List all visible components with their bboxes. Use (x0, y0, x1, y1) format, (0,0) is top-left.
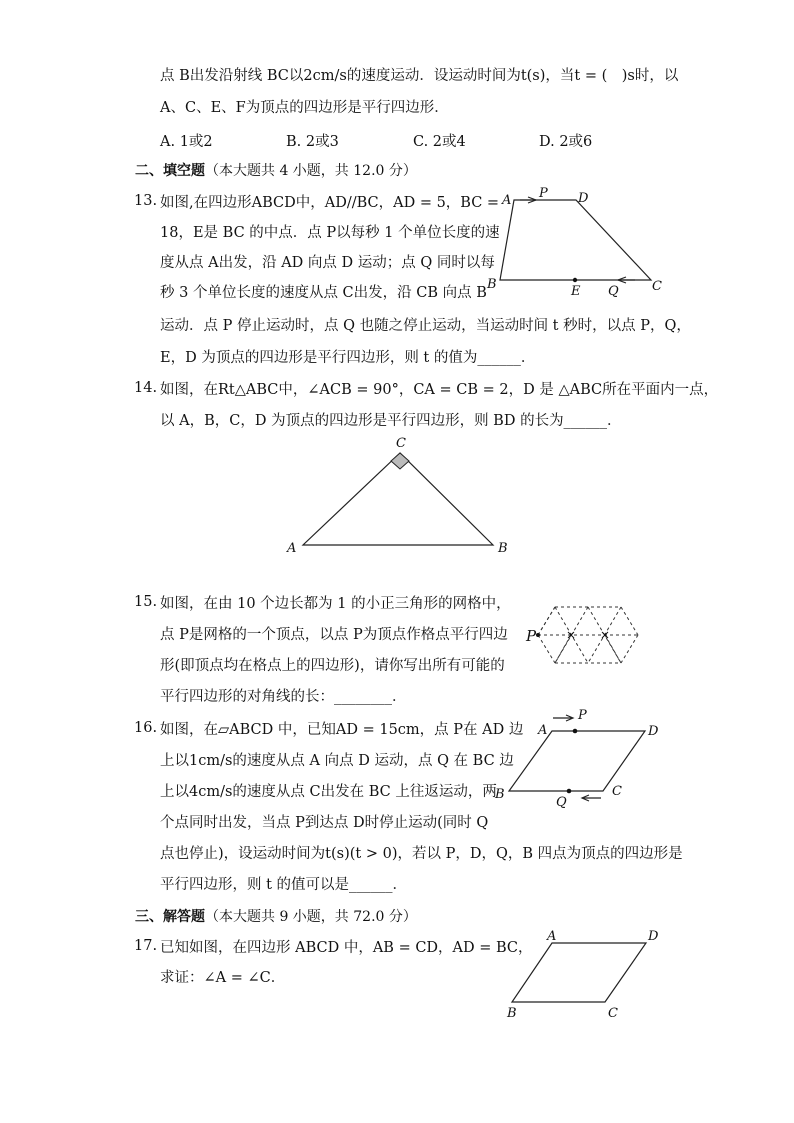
q17-label-d: D (648, 929, 659, 944)
q17-label-b: B (507, 1006, 517, 1021)
q14-line-1: 如图，在Rt△ABC中，∠ACB = 90°，CA = CB = 2，D 是 △ABC所在平面内一点， (160, 382, 719, 398)
q13-line-6: E，D 为顶点的四边形是平行四边形，则 t 的值为______． (160, 350, 536, 366)
q14-label-b: B (498, 541, 508, 556)
q13-number: 13. (134, 193, 158, 209)
q13-line-5: 运动．点 P 停止运动时，点 Q 也随之停止运动，当运动时间 t 秒时，以点 P，Q， (160, 318, 691, 334)
q16-line-2: 上以1cm/s的速度从点 A 向点 D 运动，点 Q 在 BC 边 (160, 753, 514, 769)
q13-label-q: Q (608, 284, 619, 299)
q17-label-c: C (608, 1006, 618, 1021)
q16-label-d: D (648, 724, 659, 739)
q16-label-b: B (495, 787, 505, 802)
q13-line-4: 秒 3 个单位长度的速度从点 C出发，沿 CB 向点 B (160, 285, 487, 301)
q16-line-1: 如图，在▱ABCD 中，已知AD = 15cm，点 P在 AD 边 (160, 722, 524, 738)
section-3-note: （本大题共 9 小题，共 72.0 分） (205, 909, 417, 925)
q16-line-6: 平行四边形，则 t 的值可以是______． (160, 877, 408, 893)
q16-number: 16. (134, 720, 158, 736)
q17-line-1: 已知如图，在四边形 ABCD 中，AB = CD，AD = BC， (160, 940, 533, 956)
q15-line-2: 点 P是网格的一个顶点，以点 P为顶点作格点平行四边 (160, 627, 508, 643)
q17-number: 17. (134, 938, 158, 954)
q13-label-e: E (571, 284, 581, 299)
q15-number: 15. (134, 594, 158, 610)
q12-option-d: D. 2或6 (539, 134, 593, 150)
q13-label-p: P (539, 186, 548, 201)
q15-line-4: 平行四边形的对角线的长：________． (160, 689, 407, 705)
q14-label-a: A (287, 541, 297, 556)
q16-label-a: A (538, 723, 548, 738)
q16-line-5: 点也停止)，设运动时间为t(s)(t > 0)，若以 P，D，Q，B 四点为顶点的四边形是 (160, 846, 683, 862)
q12-line-2: A、C、E、F为顶点的四边形是平行四边形． (160, 100, 449, 116)
q13-label-a: A (502, 193, 512, 208)
section-2-title: 填空题 (163, 163, 205, 179)
q15-line-1: 如图，在由 10 个边长都为 1 的小正三角形的网格中， (160, 596, 511, 612)
q14-label-c: C (396, 436, 406, 451)
q16-label-p: P (578, 708, 587, 723)
q12-option-a: A. 1或2 (160, 134, 213, 150)
q14-number: 14. (134, 380, 158, 396)
q13-label-b: B (487, 277, 497, 292)
q13-line-2: 18，E是 BC 的中点．点 P以每秒 1 个单位长度的速 (160, 225, 500, 241)
q14-line-2: 以 A，B，C，D 为顶点的四边形是平行四边形，则 BD 的长为______． (160, 413, 622, 429)
q12-option-b: B. 2或3 (286, 134, 339, 150)
q13-label-d: D (578, 191, 589, 206)
section-2-num: 二、 (135, 163, 163, 179)
q16-label-q: Q (556, 795, 567, 810)
q17-label-a: A (547, 929, 557, 944)
q16-line-4: 个点同时出发，当点 P到达点 D时停止运动(同时 Q (160, 815, 489, 831)
q17-line-2: 求证：∠A = ∠C． (160, 970, 286, 986)
section-3-title: 解答题 (163, 909, 205, 925)
section-3-num: 三、 (135, 909, 163, 925)
q15-label-p: P (526, 627, 537, 645)
section-2-note: （本大题共 4 小题，共 12.0 分） (205, 163, 417, 179)
q13-label-c: C (652, 279, 662, 294)
q16-line-3: 上以4cm/s的速度从点 C出发在 BC 上往返运动，两 (160, 784, 497, 800)
q12-line-1: 点 B出发沿射线 BC以2cm/s的速度运动．设运动时间为t(s)，当t = ( )s时，以 (160, 68, 679, 84)
q16-label-c: C (612, 784, 622, 799)
q12-option-c: C. 2或4 (413, 134, 466, 150)
q13-line-3: 度从点 A出发，沿 AD 向点 D 运动；点 Q 同时以每 (160, 255, 495, 271)
q15-line-3: 形(即顶点均在格点上的四边形)，请你写出所有可能的 (160, 658, 505, 674)
q13-line-1: 如图,在四边形ABCD中，AD//BC，AD = 5，BC = (160, 195, 500, 211)
